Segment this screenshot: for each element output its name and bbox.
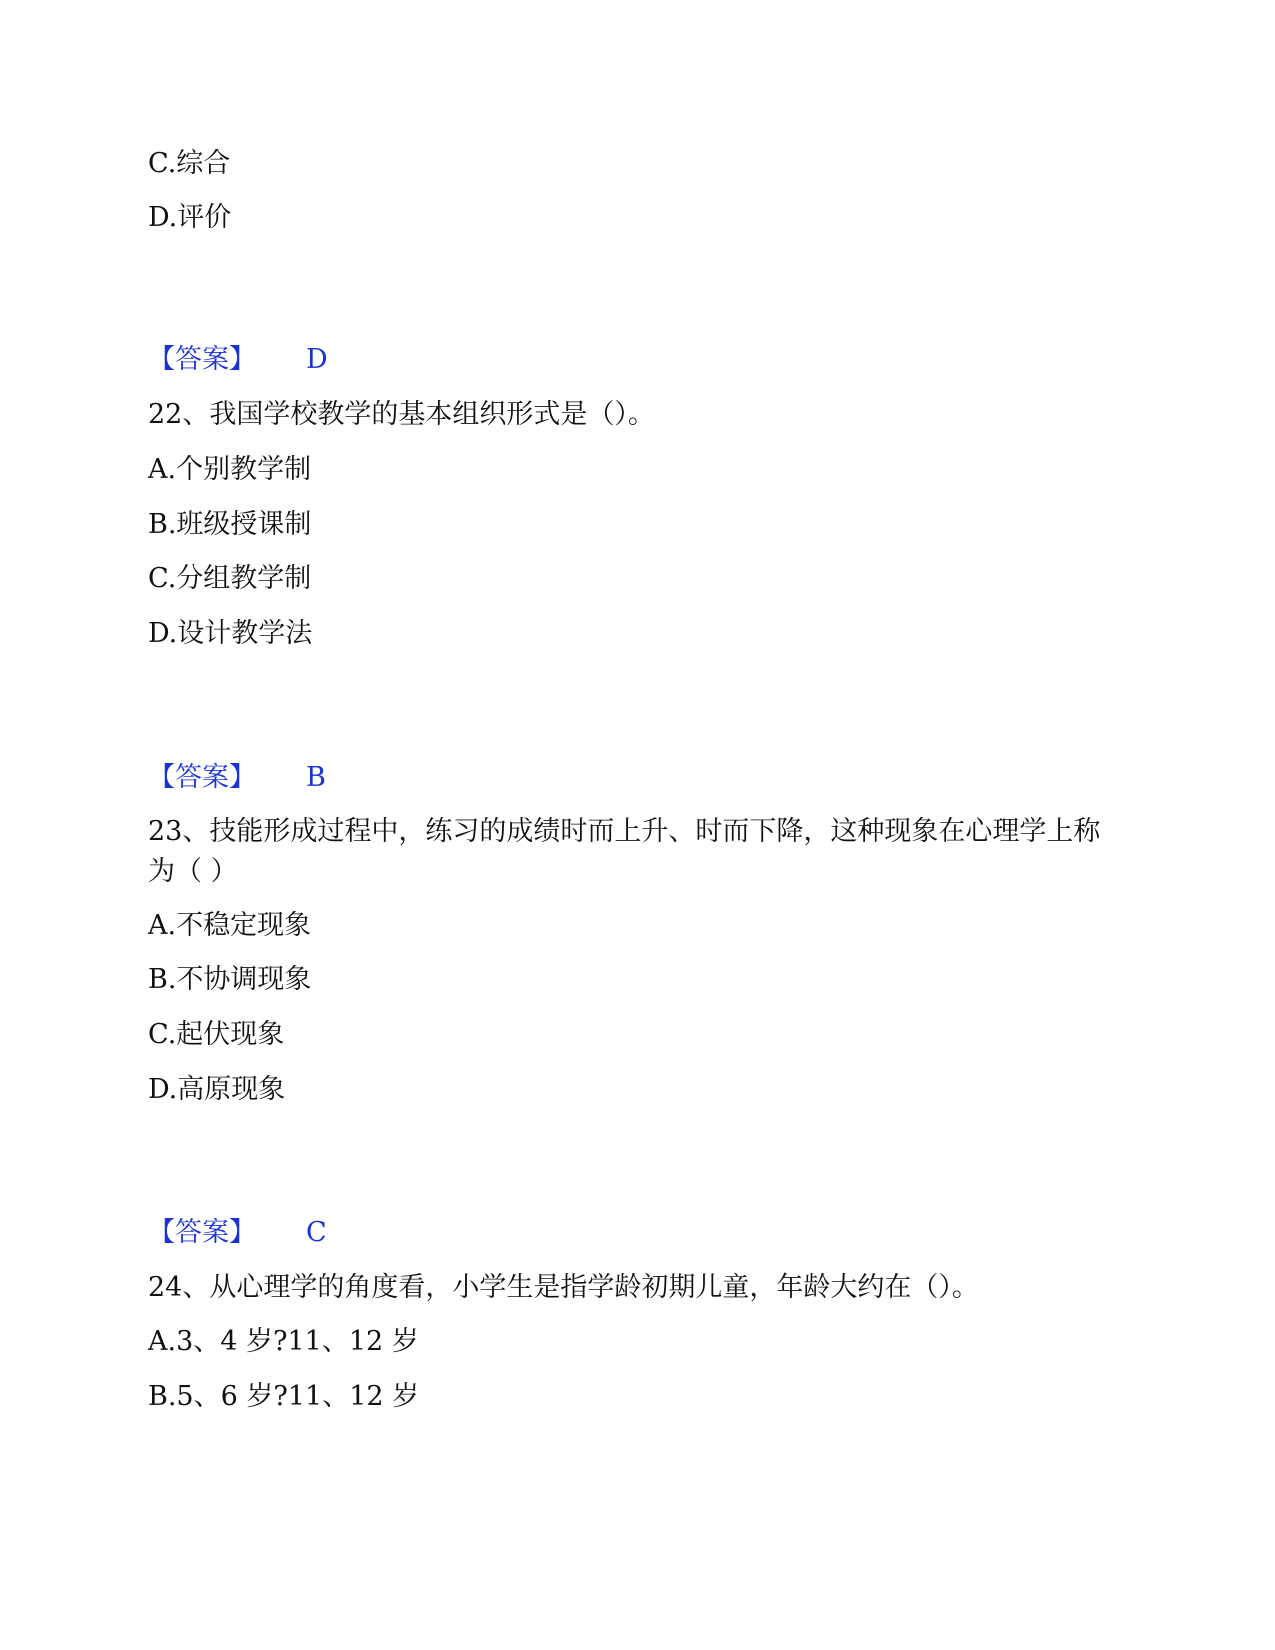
answer-label: 【答案】 xyxy=(148,1217,256,1248)
q21-option-d: D.评价 xyxy=(148,202,232,233)
q21-option-c: C.综合 xyxy=(148,148,231,179)
q23-option-d: D.高原现象 xyxy=(148,1074,286,1105)
q22-option-b: B.班级授课制 xyxy=(148,509,312,540)
answer-value: B xyxy=(306,762,326,793)
q22-question: 22、我国学校教学的基本组织形式是（）。 xyxy=(148,399,655,430)
q22-option-a: A.个别教学制 xyxy=(148,454,312,485)
q22-option-d: D.设计教学法 xyxy=(148,618,313,649)
q24-option-b: B.5、6 岁?11、12 岁 xyxy=(148,1381,420,1412)
q23-answer xyxy=(148,1215,327,1251)
q22-answer xyxy=(148,760,326,796)
q21-answer xyxy=(148,342,328,378)
q22-option-c: C.分组教学制 xyxy=(148,563,312,594)
answer-value: C xyxy=(306,1217,327,1248)
q23-option-b: B.不协调现象 xyxy=(148,964,312,995)
q23-option-c: C.起伏现象 xyxy=(148,1019,285,1050)
q23-question: 23、技能形成过程中，练习的成绩时而上升、时而下降，这种现象在心理学上称为（ ） xyxy=(148,816,1101,887)
answer-label: 【答案】 xyxy=(148,762,256,793)
answer-label: 【答案】 xyxy=(148,344,256,375)
q24-option-a: A.3、4 岁?11、12 岁 xyxy=(148,1326,419,1357)
q23-option-a: A.不稳定现象 xyxy=(148,910,312,941)
q24-question: 24、从心理学的角度看，小学生是指学龄初期儿童，年龄大约在（）。 xyxy=(148,1272,979,1303)
answer-value: D xyxy=(306,344,328,375)
